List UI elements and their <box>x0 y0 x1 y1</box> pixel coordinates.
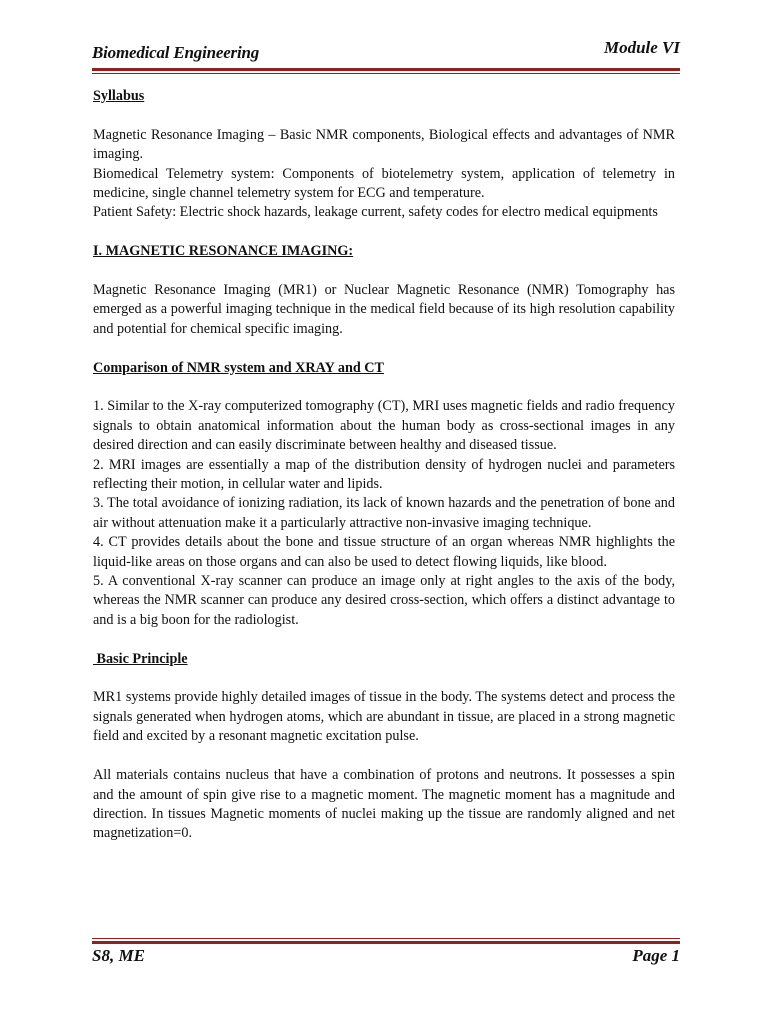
basic-principle-heading: Basic Principle <box>93 650 188 667</box>
header-rule-thick <box>92 68 680 71</box>
syllabus-heading: Syllabus <box>93 88 145 104</box>
comparison-item: 4. CT provides details about the bone and tissue structure of an organ whereas NMR highlights the liquid-like areas on those organs and can also be used to detect flowing liquids, like blood. <box>93 534 675 570</box>
page-header <box>92 38 680 68</box>
comparison-item: 2. MRI images are essentially a map of the distribution density of hydrogen nuclei and parameters reflecting their motion, in cellular water and lipids. <box>93 456 675 493</box>
syllabus-line: Biomedical Telemetry system: Components of biotelemetry system, application of telemetry in medicine, single channel telemetry system for ECG and temperature. <box>93 165 675 202</box>
syllabus-line: Patient Safety: Electric shock hazards, leakage current, safety codes for electro medical equipments <box>93 204 658 221</box>
page-body <box>93 87 675 844</box>
header-module: Module VI <box>603 38 680 57</box>
page-number: Page 1 <box>632 946 680 965</box>
comparison-item: 1. Similar to the X-ray computerized tomography (CT), MRI uses magnetic fields and radio frequency signals to obtain anatomical information about the human body as cross-sectional images in any desired direction and can easily discriminate between healthy and diseased tissue. <box>93 398 675 454</box>
page-footer <box>92 946 680 970</box>
footer-rule-thin <box>92 938 680 939</box>
section-heading-mri: I. MAGNETIC RESONANCE IMAGING: <box>93 243 354 260</box>
header-subject: Biomedical Engineering <box>92 43 260 62</box>
comparison-heading: Comparison of NMR system and XRAY and CT <box>93 359 385 376</box>
comparison-item: 5. A conventional X-ray scanner can produce an image only at right angles to the axis of the body, whereas the NMR scanner can produce any desired cross-section, which offers a distinct advantage to and is a big boon for the radiologist. <box>93 573 675 628</box>
principle-paragraph: MR1 systems provide highly detailed images of tissue in the body. The systems detect and process the signals generated when hydrogen atoms, which are abundant in tissue, are placed in a strong magnetic field and excited by a resonant magnetic excitation pulse. <box>93 689 675 745</box>
principle-paragraph: All materials contains nucleus that have a combination of protons and neutrons. It possesses a spin and the amount of spin give rise to a magnetic moment. The magnetic moment has a magnitude and direction. In tissues Magnetic moments of nuclei making up the tissue are randomly aligned and net magnetization=0. <box>93 767 675 842</box>
mri-intro-paragraph: Magnetic Resonance Imaging (MR1) or Nuclear Magnetic Resonance (NMR) Tomography has emerged as a powerful imaging technique in the medical field because of its high resolution capability and potential for chemical specific imaging. <box>93 282 675 337</box>
footer-rule-thick <box>92 941 680 944</box>
header-rule-thin <box>92 73 680 74</box>
syllabus-line: Magnetic Resonance Imaging – Basic NMR components, Biological effects and advantages of NMR imaging. <box>93 126 675 163</box>
comparison-item: 3. The total avoidance of ionizing radiation, its lack of known hazards and the penetration of bone and air without attenuation make it a particularly attractive non-invasive imaging technique. <box>93 495 675 531</box>
footer-course: S8, ME <box>92 946 145 965</box>
